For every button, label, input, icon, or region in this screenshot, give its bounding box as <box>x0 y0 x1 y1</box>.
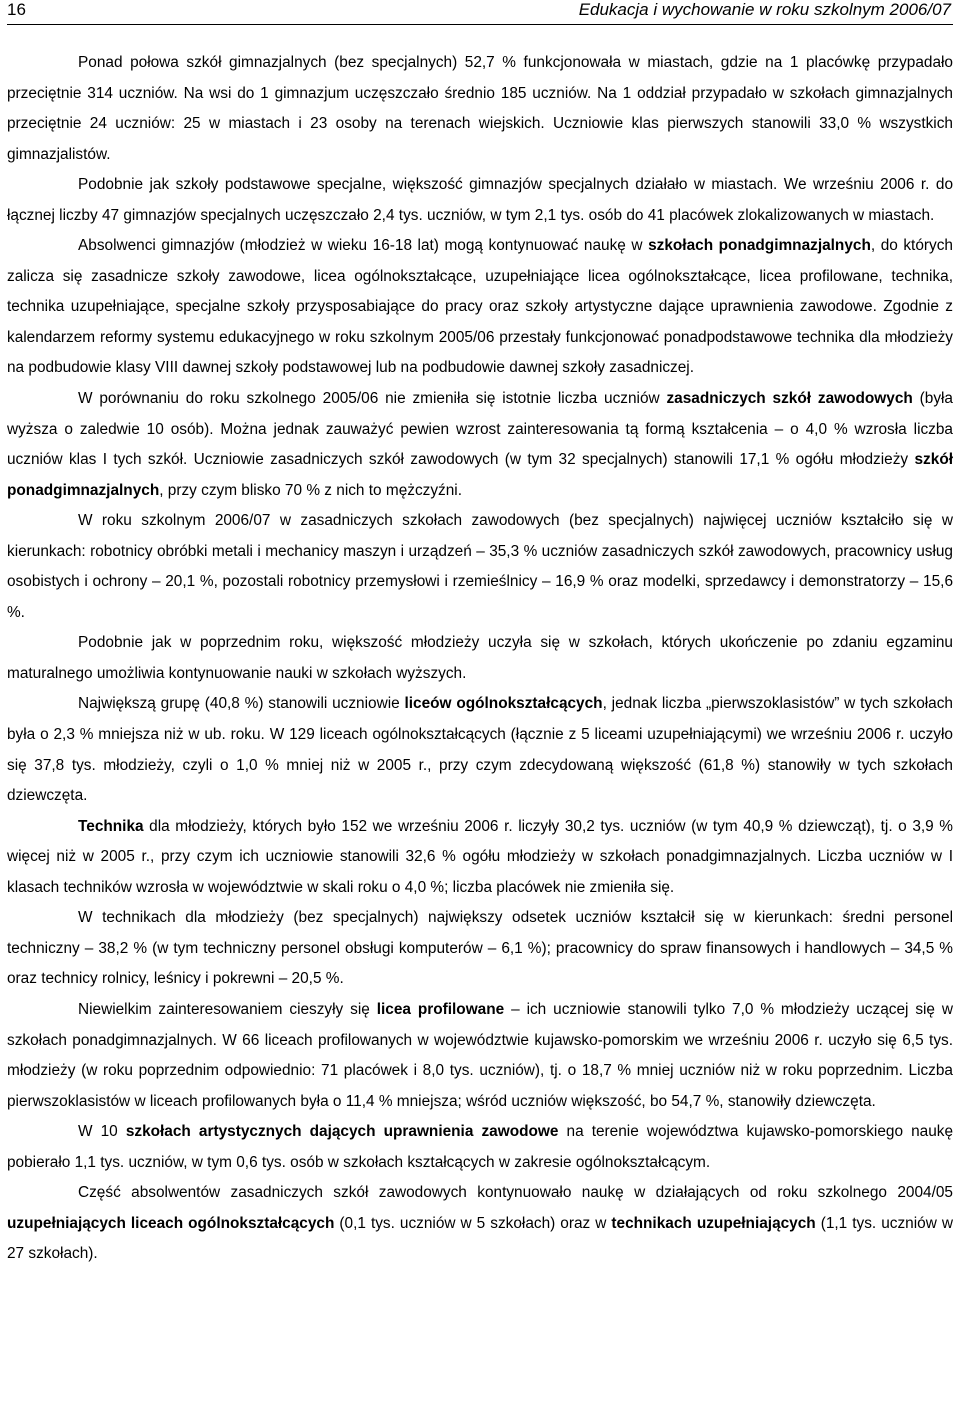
paragraph <box>7 1178 953 1270</box>
text-run: dla młodzieży, których było 152 we wrześniu 2006 r. liczyły 30,2 tys. uczniów (w tym 40,9 % dziewcząt), tj. o 3,9 % więcej niż w 2005 r., przy czym ich uczniowie stanowili 32,6 % ogółu młodzieży w szkołach ponadgimnazjalnych. Liczba uczniów w I klasach techników wzrosła w województwie w skali roku o 4,0 %; liczba placówek nie zmieniła się. <box>7 817 953 896</box>
text-run: W technikach dla młodzieży (bez specjalnych) największy odsetek uczniów kształcił się w kierunkach: średni personel techniczny – 38,2 % (w tym techniczny personel obsługi komputerów – 6,1 %); pracownicy do spraw finansowych i handlowych – 34,5 % oraz technicy rolnicy, leśnicy i pokrewni – 20,5 %. <box>7 909 953 988</box>
paragraph <box>7 812 953 904</box>
text-run: Absolwenci gimnazjów (młodzież w wieku 16-18 lat) mogą kontynuować naukę w <box>78 237 649 255</box>
bold-term: zasadniczych szkół zawodowych <box>666 390 913 408</box>
bold-term: szkołach ponadgimnazjalnych <box>648 237 871 255</box>
text-run: (0,1 tys. uczniów w 5 szkołach) oraz w <box>334 1214 612 1232</box>
text-run: Podobnie jak szkoły podstawowe specjalne, większość gimnazjów specjalnych działało w miastach. We wrześniu 2006 r. do łącznej liczby 47 gimnazjów specjalnych uczęszczało 2,4 tys. uczniów, w tym 2,1 tys. osób do 41 placówek zlokalizowanych w miastach. <box>7 176 953 224</box>
bold-term: liceów ogólnokształcących <box>404 695 603 713</box>
bold-term: technikach uzupełniających <box>611 1214 816 1232</box>
text-run: Część absolwentów zasadniczych szkół zawodowych kontynuowało naukę w działających od roku szkolnego 2004/05 <box>78 1184 953 1202</box>
text-run: Niewielkim zainteresowaniem cieszyły się <box>78 1000 377 1018</box>
text-run: W roku szkolnym 2006/07 w zasadniczych szkołach zawodowych (bez specjalnych) najwięcej uczniów kształciło się w kierunkach: robotnicy obróbki metali i mechanicy maszyn i urządzeń – 35,3 % uczniów zasadniczych szkół zawodowych, pracownicy usług osobistych i ochrony – 20,1 %, pozostali robotnicy przemysłowi i rzemieślnicy – 16,9 % oraz modelki, sprzedawcy i demonstratorzy – 15,6 %. <box>7 512 953 621</box>
text-run: , do których zalicza się zasadnicze szkoły zawodowe, licea ogólnokształcące, uzupełniające licea ogólnokształcące, licea profilowane, technika, technika uzupełniające, specjalne szkoły przysposabiające do pracy oraz szkoły artystyczne dające uprawnienia zawodowe. Zgodnie z kalendarzem reformy systemu edukacyjnego w roku szkolnym 2005/06 przestały funkcjonować ponadpodstawowe technika dla młodzieży na podbudowie klasy VIII dawnej szkoły podstawowej lub na podbudowie dawnej szkoły zasadniczej. <box>7 237 953 377</box>
paragraph <box>7 1117 953 1178</box>
paragraph <box>7 995 953 1117</box>
text-run: , przy czym blisko 70 % z nich to mężczyźni. <box>159 481 462 499</box>
text-run: (była wyższa o zaledwie 10 osób). Można jednak zauważyć pewien wzrost zainteresowania tą formą kształcenia – o 4,0 % wzrosła liczba uczniów klas I tych szkół. Uczniowie zasadniczych szkół zawodowych (w tym 32 specjalnych) stanowili 17,1 % ogółu młodzieży <box>7 390 953 469</box>
text-run: – ich uczniowie stanowili tylko 7,0 % młodzieży uczącej się w szkołach ponadgimnazjalnych. W 66 liceach profilowanych w województwie kujawsko-pomorskim we wrześniu 2006 r. uczyło się 6,5 tys. młodzieży (w roku poprzednim odpowiednio: 71 placówek i 8,0 tys. uczniów), tj. o 18,7 % mniej uczniów niż w roku poprzednim. Liczba pierwszoklasistów w liceach profilowanych była o 11,4 % mniejsza; wśród uczniów większość, bo 54,7 %, stanowiły dziewczęta. <box>7 1000 954 1110</box>
bold-term: licea profilowane <box>376 1000 505 1018</box>
text-run: W porównaniu do roku szkolnego 2005/06 nie zmieniła się istotnie liczba uczniów <box>78 390 667 408</box>
body-text <box>7 48 953 1270</box>
header-divider <box>7 24 953 25</box>
paragraph <box>7 506 953 628</box>
text-run: W 10 <box>78 1123 126 1141</box>
text-run: Ponad połowa szkół gimnazjalnych (bez specjalnych) 52,7 % funkcjonowała w miastach, gdzie na 1 placówkę przypadało przeciętnie 314 uczniów. Na wsi do 1 gimnazjum uczęszczało średnio 185 uczniów. Na 1 oddział przypadało w szkołach gimnazjalnych przeciętnie 24 uczniów: 25 w miastach i 23 osoby na terenach wiejskich. Uczniowie klas pierwszych stanowili 33,0 % wszystkich gimnazjalistów. <box>7 54 953 163</box>
paragraph <box>7 903 953 995</box>
text-run: Podobnie jak w poprzednim roku, większość młodzieży uczyła się w szkołach, których ukończenie po zdaniu egzaminu maturalnego umożliwia kontynuowanie nauki w szkołach wyższych. <box>7 634 953 682</box>
text-run: na terenie województwa kujawsko-pomorskiego naukę pobierało 1,1 tys. uczniów, w tym 0,6 tys. osób w szkołach kształcących w zakresie ogólnokształcącym. <box>7 1123 954 1171</box>
paragraph <box>7 231 953 384</box>
paragraph <box>7 48 953 170</box>
bold-term: szkół ponadgimnazjalnych <box>7 451 953 499</box>
text-run: , jednak liczba „pierwszoklasistów” w tych szkołach była o 2,3 % mniejsza niż w ub. roku. W 129 liceach ogólnokształcących (łącznie z 5 liceami uzupełniającymi) we wrześniu 2006 r. uczyło się 37,8 tys. młodzieży, czyli o 1,0 % mniej niż w 2005 r., przy czym zdecydowaną większość (61,8 %) stanowiły w tych szkołach dziewczęta. <box>7 695 953 805</box>
bold-term: szkołach artystycznych dających uprawnienia zawodowe <box>125 1123 559 1141</box>
bold-term: uzupełniających liceach ogólnokształcących <box>7 1214 335 1232</box>
text-run: (1,1 tys. uczniów w 27 szkołach). <box>7 1214 953 1263</box>
paragraph <box>7 689 953 811</box>
paragraph <box>7 628 953 689</box>
text-run: Największą grupę (40,8 %) stanowili uczniowie <box>78 695 405 713</box>
paragraph <box>7 384 953 506</box>
paragraph <box>7 170 953 231</box>
page-number: 16 <box>7 0 26 19</box>
running-title: Edukacja i wychowanie w roku szkolnym 2006/07 <box>578 0 951 19</box>
page-header <box>7 0 953 24</box>
bold-term: Technika <box>78 817 144 835</box>
